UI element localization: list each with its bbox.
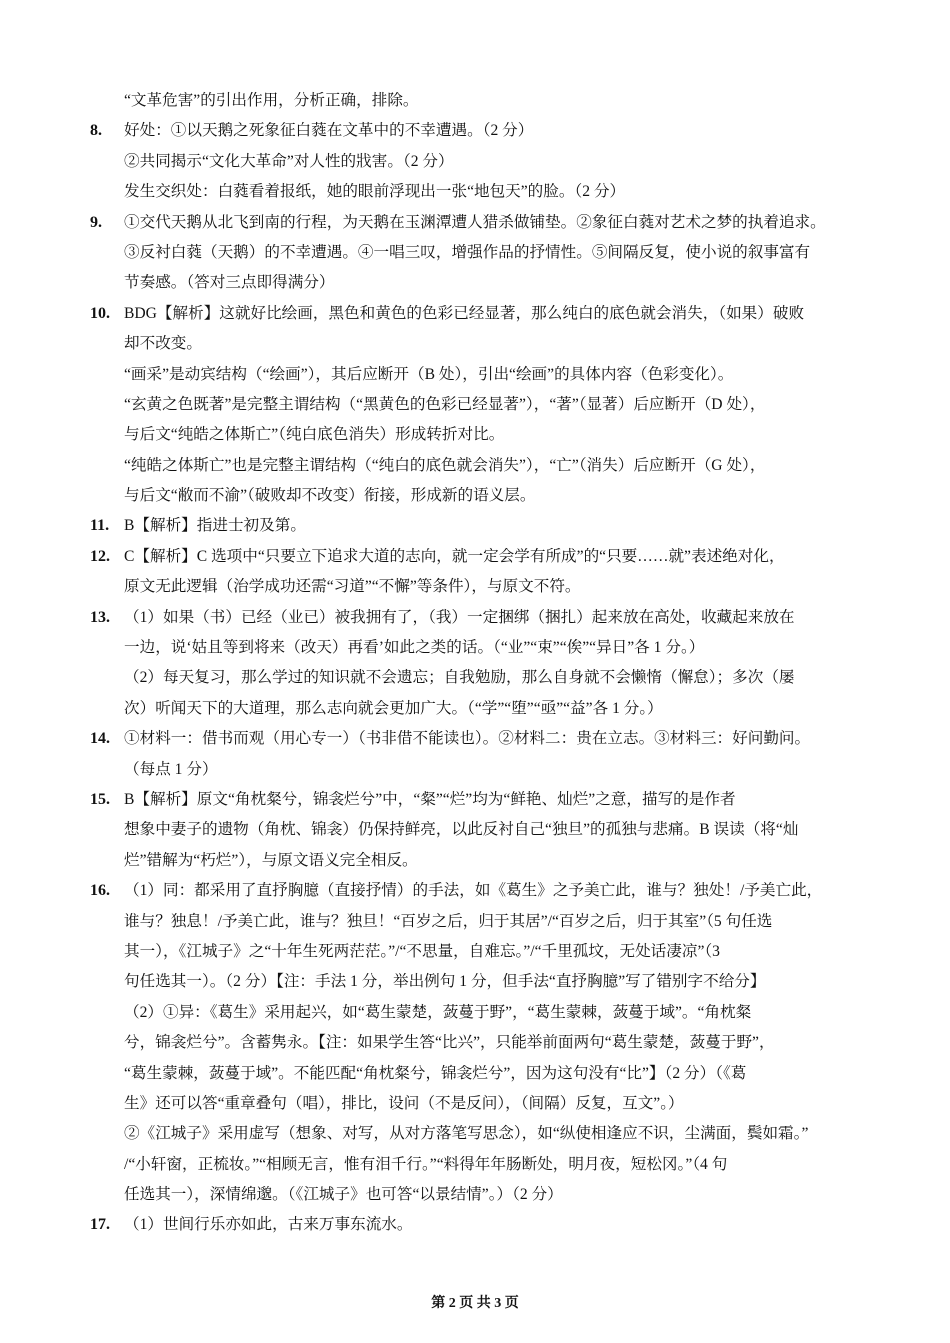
question-number: 17. [90, 1216, 110, 1234]
answer-text-line: ①交代天鹅从北飞到南的行程，为天鹅在玉渊潭遭人猎杀做铺垫。②象征白蕤对艺术之梦的执着追求。 [124, 213, 826, 231]
answer-text-line: “画采”是动宾结构（“绘画”），其后应断开（B 处），引出“绘画”的具体内容（色彩变化）。 [124, 365, 734, 383]
answer-text-line: C【解析】C 选项中“只要立下追求大道的志向，就一定会学有所成”的“只要……就”表述绝对化， [124, 547, 785, 565]
question-number: 14. [90, 730, 110, 748]
answer-text-line: 句任选其一）。（2 分）【注：手法 1 分，举出例句 1 分，但手法“直抒胸臆”写了错别字不给分】 [124, 973, 766, 991]
answer-text-line: （1）如果（书）已经（业已）被我拥有了，（我）一定捆绑（捆扎）起来放在高处，收藏起来放在 [124, 608, 795, 626]
answer-text-line: 次）听闻天下的大道理，那么志向就会更加广大。（“学”“堕”“亟”“益”各 1 分。） [124, 699, 663, 717]
question-number: 13. [90, 608, 110, 626]
answer-text-line: 烂”错解为“朽烂”），与原文语义完全相反。 [124, 851, 418, 869]
answer-text-line: （2）每天复习，那么学过的知识就不会遗忘；自我勉励，那么自身就不会懒惰（懈怠）；多次（屡 [124, 669, 795, 687]
answer-text-line: 一边，说‘姑且等到将来（改天）再看’如此之类的话。（“业”“束”“俟”“异日”各 1 分。） [124, 639, 705, 657]
answer-text-line: ③反衬白蕤（天鹅）的不幸遭遇。④一唱三叹，增强作品的抒情性。⑤间隔反复，使小说的叙事富有 [124, 243, 811, 261]
answer-text-line: “文革危害”的引出作用，分析正确，排除。 [124, 92, 419, 109]
answer-text-line: 发生交织处：白蕤看着报纸，她的眼前浮现出一张“地包天”的脸。（2 分） [124, 183, 626, 201]
answer-item [90, 116, 860, 207]
answer-text-line: 谁与？独息！/予美亡此，谁与？独旦！“百岁之后，归于其居”/“百岁之后，归于其室”（5 句任选 [124, 912, 773, 930]
answer-item [90, 86, 860, 116]
answer-text-line: 其一），《江城子》之“十年生死两茫茫。”/“不思量，自难忘。”/“千里孤坟，无处话凄凉”（3 [124, 942, 720, 960]
answer-item [90, 208, 860, 299]
answer-text-line: 好处：①以天鹅之死象征白蕤在文革中的不幸遭遇。（2 分） [124, 122, 534, 140]
answer-text-line: /“小轩窗，正梳妆。”“相顾无言，惟有泪千行。”“料得年年肠断处，明月夜，短松冈。”（4 句 [124, 1155, 728, 1173]
answer-text-line: 与后文“纯皓之体斯亡”（纯白底色消失）形成转折对比。 [124, 426, 505, 444]
answer-text-line: B【解析】原文“角枕粲兮，锦衾烂兮”中，“粲”“烂”均为“鲜艳、灿烂”之意，描写的是作者 [124, 790, 736, 808]
answer-text-line: 原文无此逻辑（治学成功还需“习道”“不懈”等条件），与原文不符。 [124, 578, 581, 596]
answer-text-line: ②共同揭示“文化大革命”对人性的戕害。（2 分） [124, 152, 454, 170]
answer-item [90, 724, 860, 785]
answer-item [90, 299, 860, 512]
question-number: 11. [90, 517, 110, 535]
answer-text-line: “纯皓之体斯亡”也是完整主谓结构（“纯白的底色就会消失”），“亡”（消失）后应断开（G 处）， [124, 456, 766, 474]
answer-text-line: 与后文“敝而不渝”（破败却不改变）衔接，形成新的语义层。 [124, 487, 536, 505]
answer-text-line: BDG【解析】这就好比绘画，黑色和黄色的色彩已经显著，那么纯白的底色就会消失，（如果）破败 [124, 304, 805, 322]
answer-text-line: ②《江城子》采用虚写（想象、对写，从对方落笔写思念），如“纵使相逢应不识，尘满面，鬓如霜。” [124, 1125, 809, 1143]
answer-text-line: ①材料一：借书而观（用心专一）（书非借不能读也）。②材料二：贵在立志。③材料三：好问勤问。 [124, 730, 811, 748]
answer-text-line: 兮，锦衾烂兮”。含蓄隽永。【注：如果学生答“比兴”，只能举前面两句“葛生蒙楚，蔹蔓于野”， [124, 1034, 775, 1052]
answer-text-line: “葛生蒙棘，蔹蔓于域”。不能匹配“角枕粲兮，锦衾烂兮”，因为这句没有“比”】（2 分）（《葛 [124, 1064, 747, 1082]
page-footer: 第 2 页 共 3 页 [431, 1296, 519, 1311]
question-number: 8. [90, 122, 102, 140]
answer-item [90, 876, 860, 1210]
answer-item [90, 542, 860, 603]
answer-text-line: 想象中妻子的遗物（角枕、锦衾）仍保持鲜亮，以此反衬自己“独旦”的孤独与悲痛。B 误读（将“灿 [124, 821, 799, 839]
answer-text-line: （每点 1 分） [124, 760, 218, 778]
answer-text-line: 却不改变。 [124, 335, 202, 353]
answer-text-line: B【解析】指进士初及第。 [124, 517, 306, 535]
answer-item [90, 1210, 860, 1240]
question-number: 9. [90, 213, 102, 231]
question-number: 10. [90, 304, 110, 322]
answer-text-line: “玄黄之色既著”是完整主谓结构（“黑黄色的色彩已经显著”），“著”（显著）后应断开（D 处）， [124, 395, 766, 413]
answer-text-line: （1）世间行乐亦如此，古来万事东流水。 [124, 1216, 413, 1234]
answer-document [90, 86, 860, 1241]
answer-item [90, 603, 860, 725]
answer-item [90, 511, 860, 541]
answer-text-line: （2）①异：《葛生》采用起兴，如“葛生蒙楚，蔹蔓于野”，“葛生蒙棘，蔹蔓于域”。“角枕粲 [124, 1003, 752, 1021]
answer-text-line: 节奏感。（答对三点即得满分） [124, 274, 335, 292]
question-number: 16. [90, 882, 110, 900]
answer-text-line: （1）同：都采用了直抒胸臆（直接抒情）的手法，如《葛生》之予美亡此，谁与？独处！/予美亡此， [124, 882, 823, 900]
answer-item [90, 785, 860, 876]
question-number: 15. [90, 790, 110, 808]
answer-text-line: 任选其一），深情绵邈。（《江城子》也可答“以景结情”。）（2 分） [124, 1186, 563, 1204]
answer-text-line: 生》还可以答“重章叠句（唱），排比，设问（不是反问），（间隔）反复，互文”。） [124, 1094, 684, 1112]
question-number: 12. [90, 547, 110, 565]
